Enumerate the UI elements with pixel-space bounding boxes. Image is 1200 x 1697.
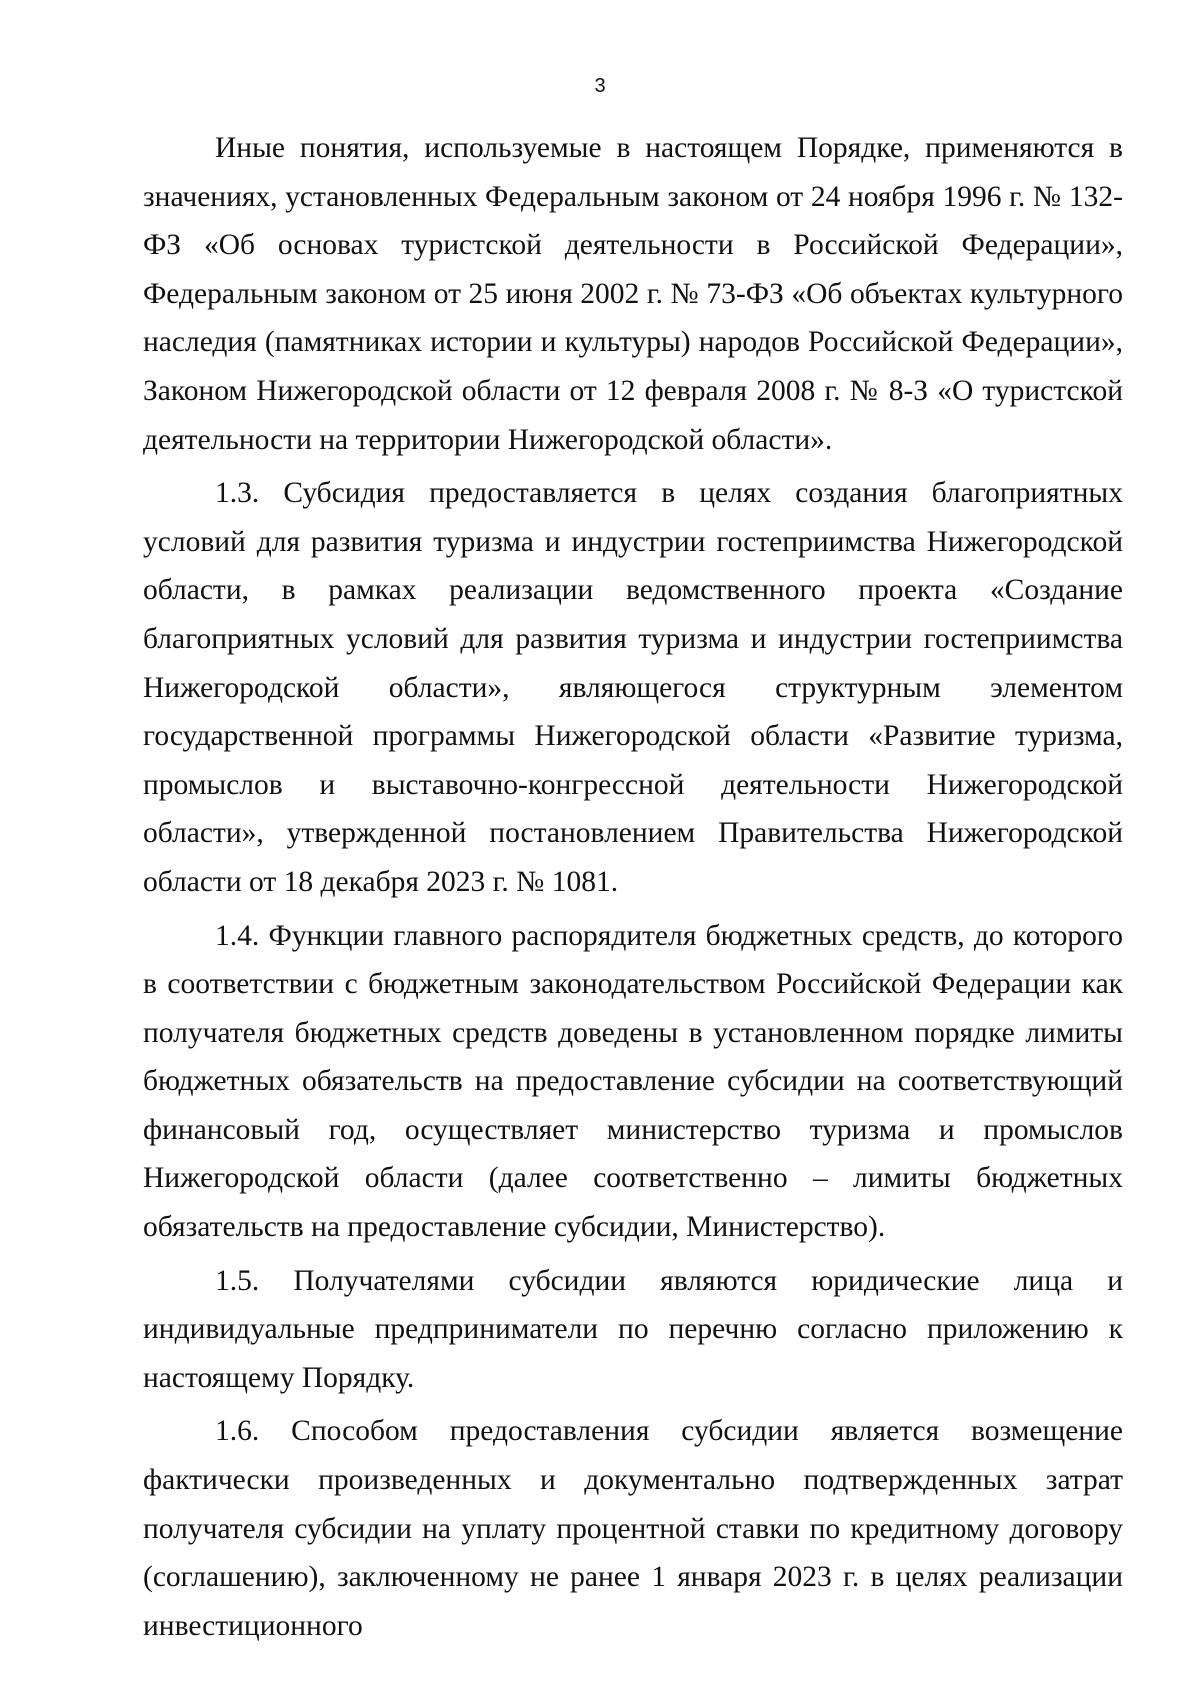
page-number: 3: [594, 75, 606, 97]
paragraph-terms: Иные понятия, используемые в настоящем Порядке, применяются в значениях, установленных Федеральным законом от 24 ноября 1996 г. № 132-ФЗ «Об основах туристской деятельности в Российской Федерации», Федеральным законом от 25 июня 2002 г. № 73-ФЗ «Об объектах культурного наследия (памятниках истории и культуры) народов Российской Федерации», Законом Нижегородской области от 12 февраля 2008 г. № 8-З «О туристской деятельности на территории Нижегородской области».: [143, 132, 1123, 456]
paragraph-1-6: 1.6. Способом предоставления субсидии является возмещение фактически произведенных и документально подтвержденных затрат получателя субсидии на уплату процентной ставки по кредитному договору (соглашению), заключенному не ранее 1 января 2023 г. в целях реализации инвестиционного: [143, 1415, 1123, 1642]
document-body: [143, 124, 1123, 1650]
paragraph-1-4: 1.4. Функции главного распорядителя бюджетных средств, до которого в соответствии с бюджетным законодательством Российской Федерации как получателя бюджетных средств доведены в установленном порядке лимиты бюджетных обязательств на предоставление субсидии на соответствующий финансовый год, осуществляет министерство туризма и промыслов Нижегородской области (далее соответственно – лимиты бюджетных обязательств на предоставление субсидии, Министерство).: [143, 919, 1123, 1244]
paragraph-1-3: 1.3. Субсидия предоставляется в целях создания благоприятных условий для развития туризма и индустрии гостеприимства Нижегородской области, в рамках реализации ведомственного проекта «Создание благоприятных условий для развития туризма и индустрии гостеприимства Нижегородской области», являющегося структурным элементом государственной программы Нижегородской области «Развитие туризма, промыслов и выставочно-конгрессной деятельности Нижегородской области», утвержденной постановлением Правительства Нижегородской области от 18 декабря 2023 г. № 1081.: [143, 477, 1123, 898]
paragraph-1-5: 1.5. Получателями субсидии являются юридические лица и индивидуальные предприниматели по перечню согласно приложению к настоящему Порядку.: [143, 1264, 1123, 1394]
